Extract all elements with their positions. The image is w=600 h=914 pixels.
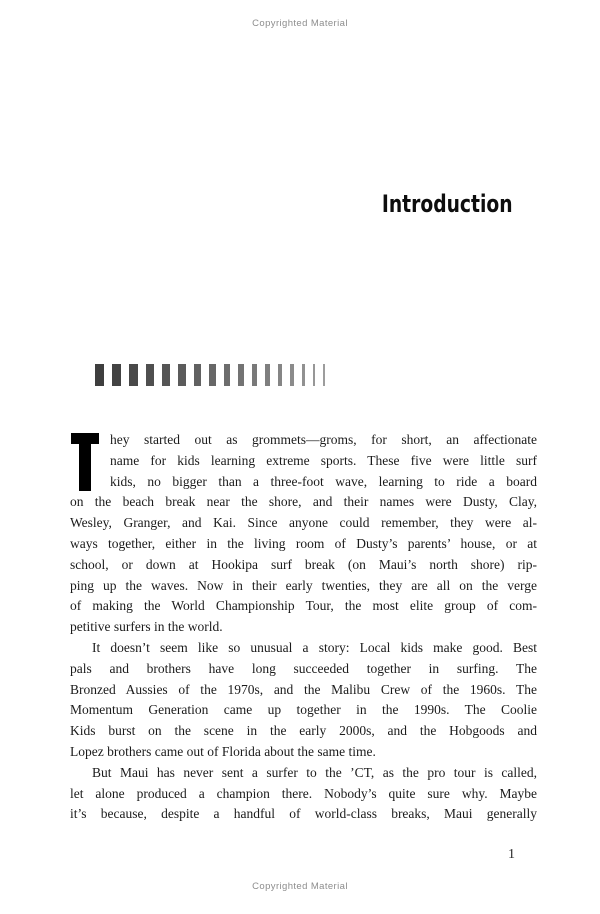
body-text: [70, 430, 537, 825]
decorative-bar: [323, 364, 325, 386]
decorative-bar: [146, 364, 154, 386]
paragraph: [70, 763, 537, 825]
text-line: Wesley, Granger, and Kai. Since anyone could remember, they were al-: [70, 515, 537, 531]
decorative-bars: [95, 364, 325, 386]
text-line: let alone produced a champion there. Nobody’s quite sure why. Maybe: [70, 785, 537, 801]
decorative-bar: [209, 364, 216, 386]
text-line: But Maui has never sent a surfer to the ’CT, as the pro tour is called,: [92, 764, 537, 780]
decorative-bar: [252, 364, 257, 386]
copyright-notice-top: Copyrighted Material: [252, 18, 348, 29]
drop-cap: [71, 433, 99, 491]
decorative-bar: [302, 364, 305, 386]
text-line: of making the World Championship Tour, the most elite group of com-: [70, 598, 537, 614]
text-line: kids, no bigger than a three-foot wave, learning to ride a board: [110, 473, 537, 489]
text-line: ping up the waves. Now in their early twenties, they are all on the verge: [70, 577, 537, 593]
text-line: petitive surfers in the world.: [70, 619, 223, 635]
decorative-bar: [95, 364, 104, 386]
text-line: Bronzed Aussies of the 1970s, and the Malibu Crew of the 1960s. The: [70, 681, 537, 697]
text-line: on the beach break near the shore, and their names were Dusty, Clay,: [70, 494, 537, 510]
decorative-bar: [129, 364, 138, 386]
chapter-title: Introduction: [382, 190, 513, 218]
paragraph: [70, 430, 537, 638]
decorative-bar: [265, 364, 270, 386]
text-line: school, or down at Hookipa surf break (on Maui’s north shore) rip-: [70, 556, 537, 572]
decorative-bar: [238, 364, 244, 386]
copyright-notice-bottom: Copyrighted Material: [252, 881, 348, 892]
text-line: Kids burst on the scene in the early 2000s, and the Hobgoods and: [70, 723, 537, 739]
decorative-bar: [278, 364, 282, 386]
decorative-bar: [290, 364, 294, 386]
text-line: It doesn’t seem like so unusual a story: Local kids make good. Best: [92, 639, 537, 655]
decorative-bar: [224, 364, 230, 386]
decorative-bar: [178, 364, 186, 386]
page-number: 1: [508, 847, 515, 862]
text-line: Lopez brothers came out of Florida about the same time.: [70, 743, 376, 759]
text-line: Momentum Generation came up together in the 1990s. The Coolie: [70, 702, 537, 718]
text-line: ways together, either in the living room of Dusty’s parents’ house, or at: [70, 535, 537, 551]
paragraph: [70, 638, 537, 763]
text-line: name for kids learning extreme sports. These five were little surf: [110, 452, 537, 468]
text-line: hey started out as grommets—groms, for short, an affectionate: [110, 432, 537, 447]
decorative-bar: [313, 364, 315, 386]
text-line: pals and brothers have long succeeded together in surfing. The: [70, 660, 537, 676]
decorative-bar: [162, 364, 170, 386]
decorative-bar: [112, 364, 121, 386]
decorative-bar: [194, 364, 201, 386]
text-line: it’s because, despite a handful of world-class breaks, Maui generally: [70, 806, 537, 822]
